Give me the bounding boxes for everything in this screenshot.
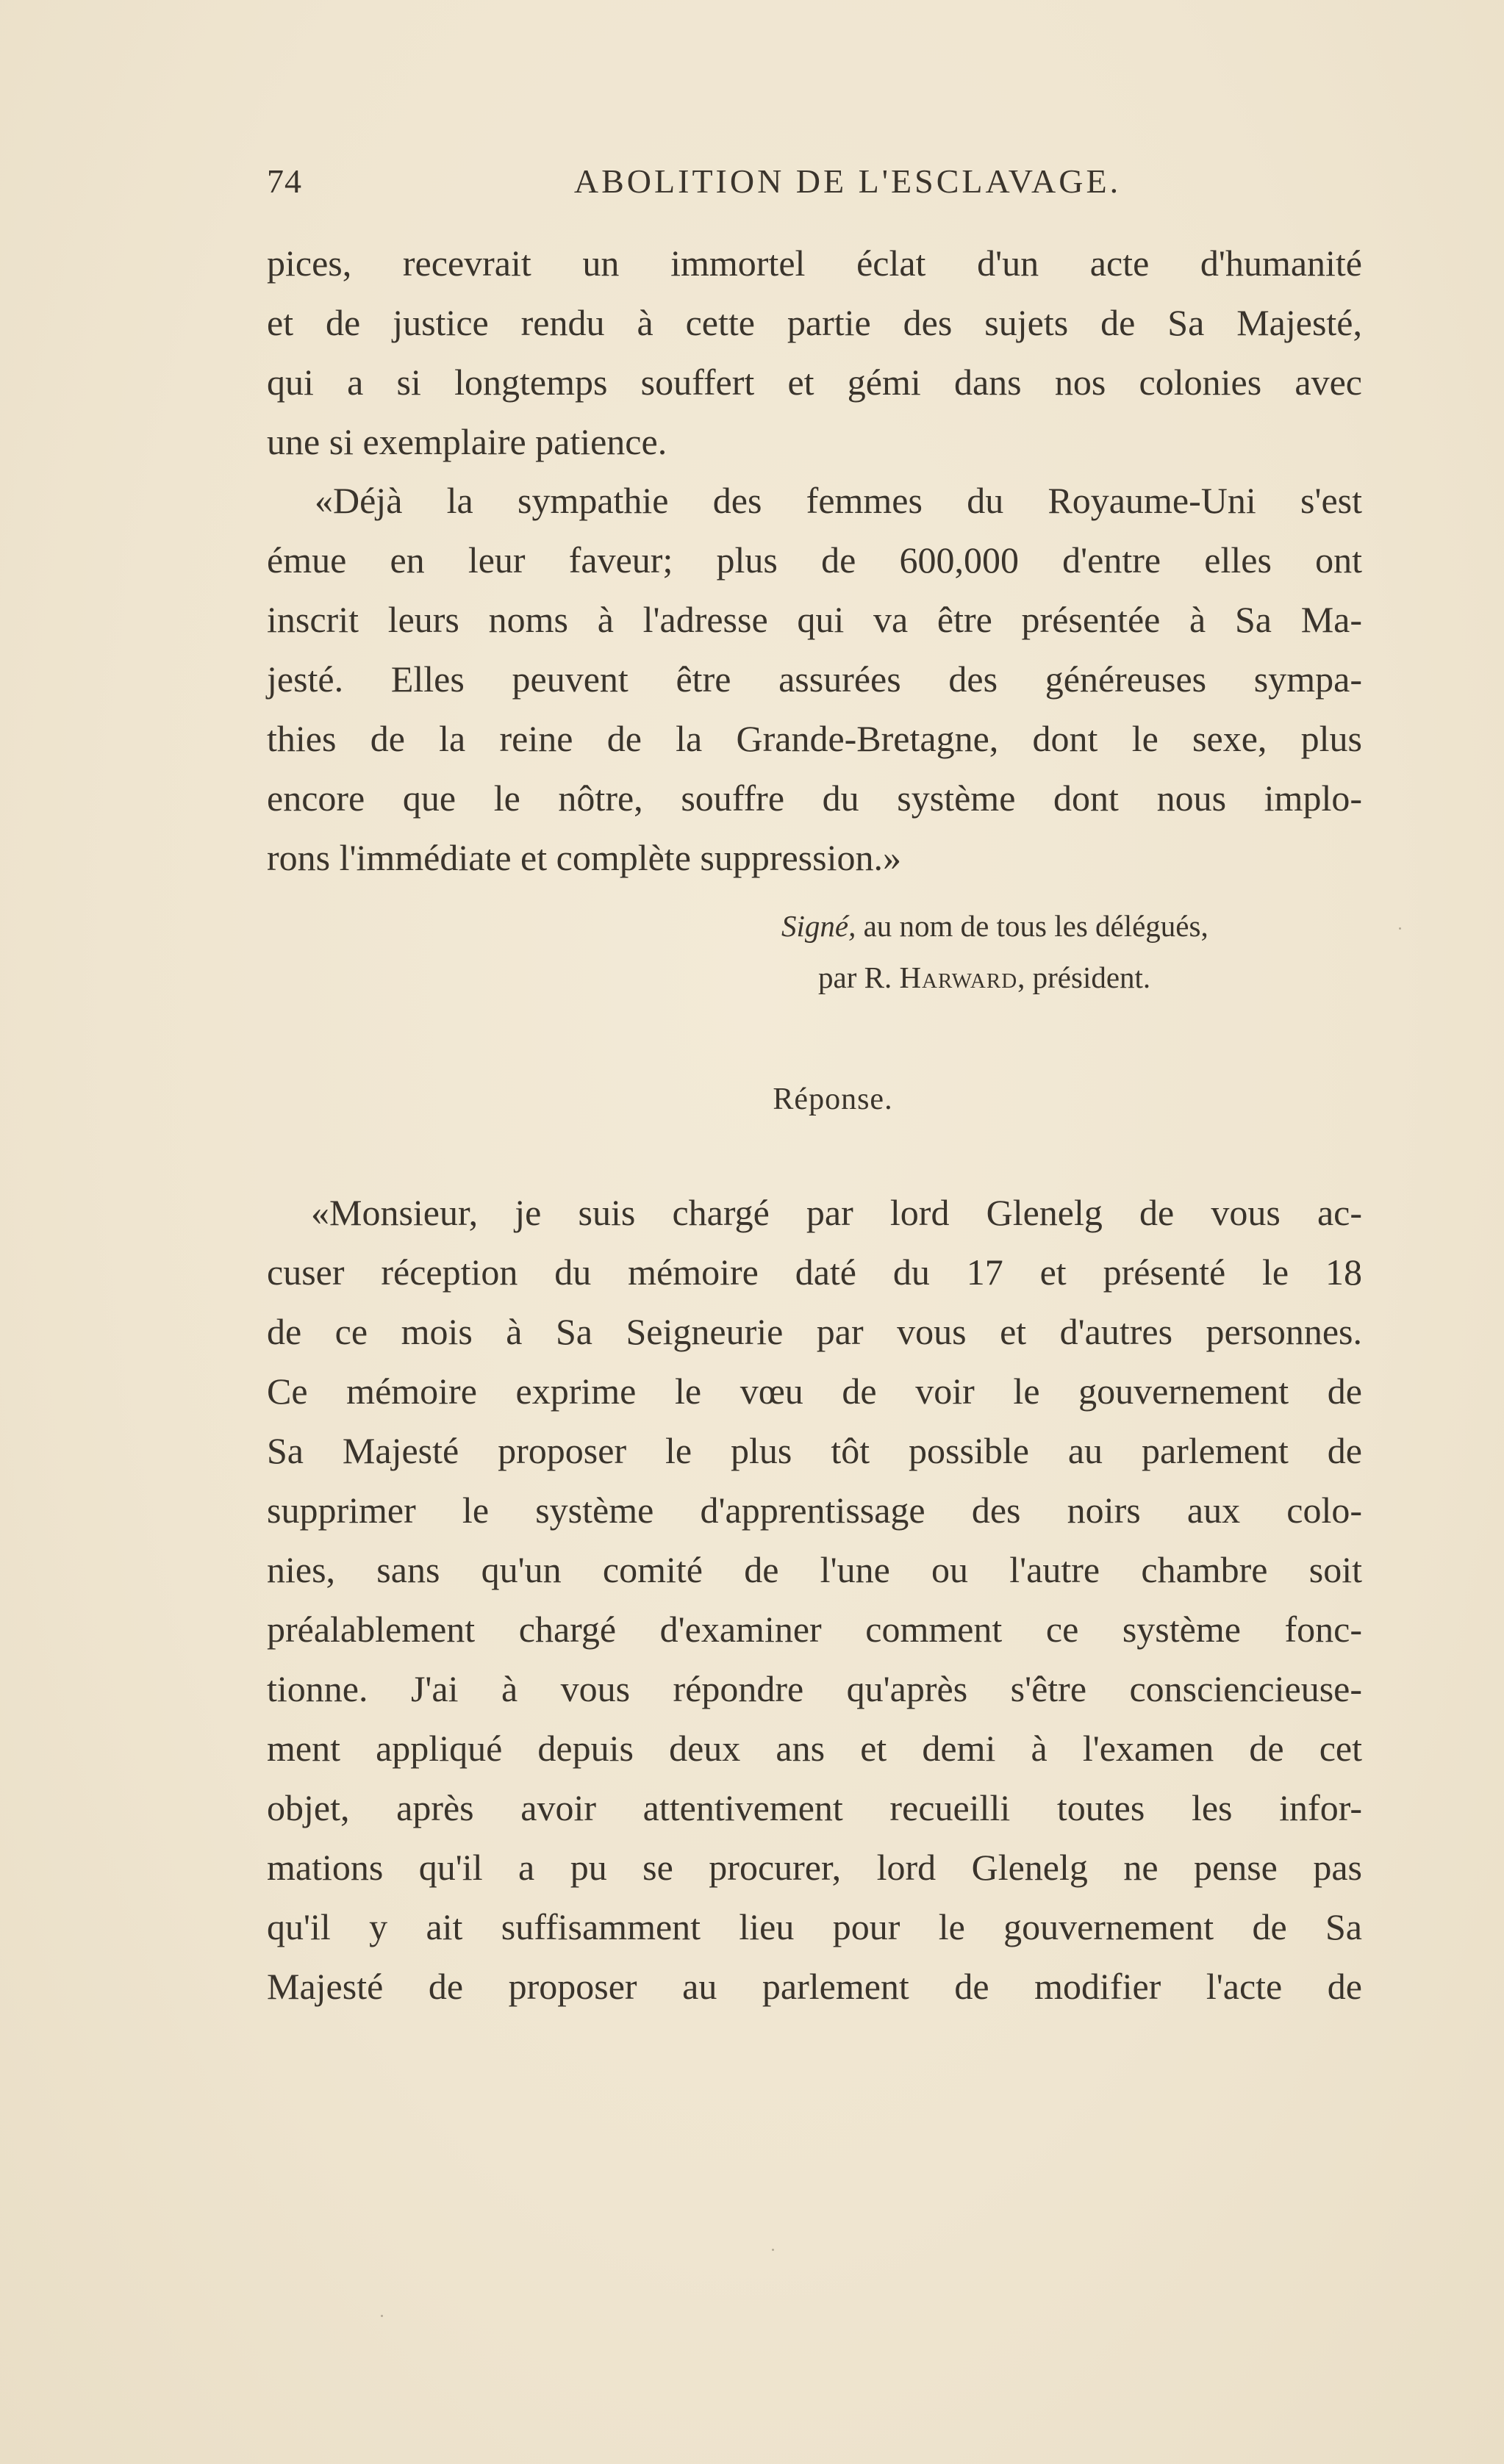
paragraph-response	[267, 1183, 1362, 2016]
signature-line-1	[267, 900, 1362, 952]
running-title: ABOLITION DE L'ESCLAVAGE.	[573, 162, 1122, 200]
text-line: et de justice rendu à cette partie des sujets de Sa Majesté,	[267, 302, 1362, 343]
text-line: une si exemplaire patience.	[267, 421, 667, 462]
text-line: Sa Majesté proposer le plus tôt possible au parlement de	[267, 1430, 1362, 1471]
paper-speck	[381, 2315, 383, 2317]
section-heading-response: Réponse.	[773, 1082, 893, 1116]
paper-speck	[1399, 927, 1401, 930]
paragraph-continuation	[267, 234, 1362, 472]
text-line: supprimer le système d'apprentissage des noirs aux colo-	[267, 1490, 1362, 1531]
text-line: de ce mois à Sa Seigneurie par vous et d'autres personnes.	[267, 1311, 1362, 1352]
text-line: mations qu'il a pu se procurer, lord Glenelg ne pense pas	[267, 1847, 1362, 1888]
text-line: inscrit leurs noms à l'adresse qui va être présentée à Sa Ma-	[267, 599, 1362, 640]
text-line: encore que le nôtre, souffre du système dont nous implo-	[267, 777, 1362, 819]
signatory-name: Harward	[899, 960, 1018, 994]
text-line: qui a si longtemps souffert et gémi dans nos colonies avec	[267, 362, 1362, 403]
text-line: pices, recevrait un immortel éclat d'un acte d'humanité	[267, 243, 1362, 284]
text-line: Majesté de proposer au parlement de modifier l'acte de	[267, 1966, 1362, 2007]
text-line: «Monsieur, je suis chargé par lord Glenelg de vous ac-	[311, 1192, 1362, 1233]
text-line: Ce mémoire exprime le vœu de voir le gouvernement de	[267, 1371, 1362, 1412]
text-line: rons l'immédiate et complète suppression.»	[267, 837, 901, 878]
text-line: jesté. Elles peuvent être assurées des généreuses sympa-	[267, 658, 1362, 700]
text-line: préalablement chargé d'examiner comment ce système fonc-	[267, 1609, 1362, 1650]
paper-speck	[772, 2249, 774, 2251]
signature-prefix: par R.	[818, 960, 900, 994]
text-line: ment appliqué depuis deux ans et demi à l'examen de cet	[267, 1728, 1362, 1769]
text-line: nies, sans qu'un comité de l'une ou l'autre chambre soit	[267, 1549, 1362, 1590]
page-header	[267, 162, 1362, 206]
signature-title: , président.	[1017, 960, 1151, 994]
page-number: 74	[267, 162, 302, 200]
text-line: thies de la reine de la Grande-Bretagne, dont le sexe, plus	[267, 718, 1362, 759]
signature-delegates-text: au nom de tous les délégués,	[856, 909, 1208, 943]
text-line: «Déjà la sympathie des femmes du Royaume-Uni s'est	[315, 480, 1362, 521]
text-line: objet, après avoir attentivement recueilli toutes les infor-	[267, 1787, 1362, 1828]
paragraph-sympathy	[267, 471, 1362, 888]
text-line: émue en leur faveur; plus de 600,000 d'entre elles ont	[267, 539, 1362, 581]
signed-label: Signé,	[781, 909, 856, 943]
text-line: tionne. J'ai à vous répondre qu'après s'être consciencieuse-	[267, 1668, 1362, 1709]
text-line: qu'il y ait suffisamment lieu pour le gouvernement de Sa	[267, 1906, 1362, 1947]
text-line: cuser réception du mémoire daté du 17 et présenté le 18	[267, 1251, 1362, 1293]
signature-block	[267, 900, 1362, 1003]
signature-line-2	[267, 952, 1362, 1003]
